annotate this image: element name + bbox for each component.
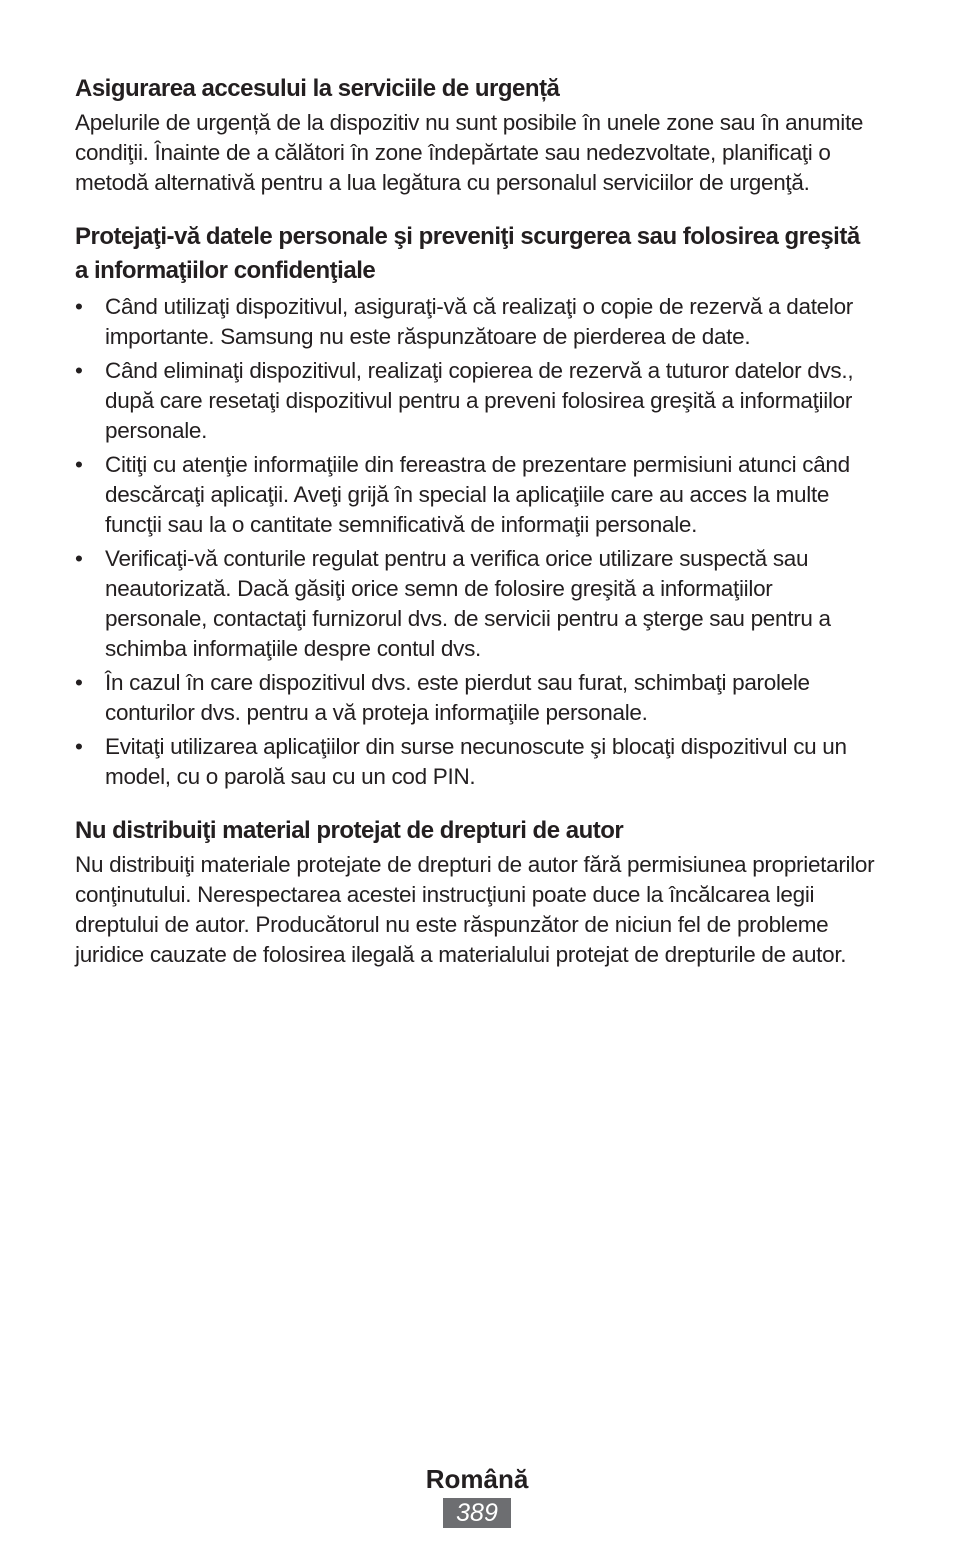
bullet-list (75, 292, 875, 792)
list-item-text: Verificaţi-vă conturile regulat pentru a verifica orice utilizare suspectă sau neautorizată. Dacă găsiţi orice semn de folosire greşită a informaţiilor personale, contactaţi furnizorul dvs. de servicii pentru a şterge sau pentru a schimba informaţiile despre contul dvs. (105, 546, 831, 661)
list-item-text: Citiţi cu atenţie informaţiile din fereastra de prezentare permisiuni atunci când descărcaţi aplicaţii. Aveţi grijă în special la aplicaţiile care au acces la multe funcţii sau la o cantitate semnificativă de informaţii personale. (105, 452, 850, 537)
list-item-text: În cazul în care dispozitivul dvs. este pierdut sau furat, schimbaţi parolele conturilor dvs. pentru a vă proteja informaţiile personale. (105, 670, 810, 725)
page-number: 389 (443, 1498, 511, 1528)
section-heading: Protejaţi-vă datele personale şi preveniţi scurgerea sau folosirea greşită a informaţiilor confidenţiale (75, 223, 860, 284)
section-personal-data (75, 220, 875, 792)
list-item-text: Evitaţi utilizarea aplicaţiilor din surse necunoscute şi blocaţi dispozitivul cu un model, cu o parolă sau cu un cod PIN. (105, 734, 847, 789)
list-item (75, 544, 875, 664)
list-item (75, 292, 875, 352)
list-item-text: Când eliminaţi dispozitivul, realizaţi copierea de rezervă a tuturor datelor dvs., după care resetaţi dispozitivul pentru a preveni folosirea greşită a informaţiilor personale. (105, 358, 854, 443)
bullet-icon: • (75, 670, 83, 695)
section-paragraph: Apelurile de urgență de la dispozitiv nu sunt posibile în unele zone sau în anumite condiţii. Înainte de a călători în zone îndepărtate sau nedezvoltate, planificaţi o metodă alternativă pentru a lua legătura cu personalul serviciilor de urgenţă. (75, 110, 864, 195)
bullet-icon: • (75, 294, 83, 319)
section-paragraph: Nu distribuiţi materiale protejate de drepturi de autor fără permisiunea proprietarilor conţinutului. Nerespectarea acestei instrucţiuni poate duce la încălcarea legii dreptului de autor. Producătorul nu este răspunzător de niciun fel de probleme juridice cauzate de folosirea ilegală a materialului protejat de drepturile de autor. (75, 852, 875, 967)
list-item (75, 732, 875, 792)
section-emergency-services (75, 72, 875, 198)
section-heading: Nu distribuiţi material protejat de drepturi de autor (75, 817, 624, 844)
bullet-icon: • (75, 452, 83, 477)
footer-language: Română (425, 1464, 529, 1494)
list-item (75, 668, 875, 728)
bullet-icon: • (75, 734, 83, 759)
list-item (75, 356, 875, 446)
section-heading: Asigurarea accesului la serviciile de urgență (75, 75, 560, 102)
list-item (75, 450, 875, 540)
bullet-icon: • (75, 546, 83, 571)
bullet-icon: • (75, 358, 83, 383)
document-body (75, 72, 875, 992)
section-copyright (75, 814, 875, 970)
list-item-text: Când utilizaţi dispozitivul, asiguraţi-vă că realizaţi o copie de rezervă a datelor importante. Samsung nu este răspunzătoare de pierderea de date. (105, 294, 853, 349)
page-footer (0, 1462, 954, 1528)
